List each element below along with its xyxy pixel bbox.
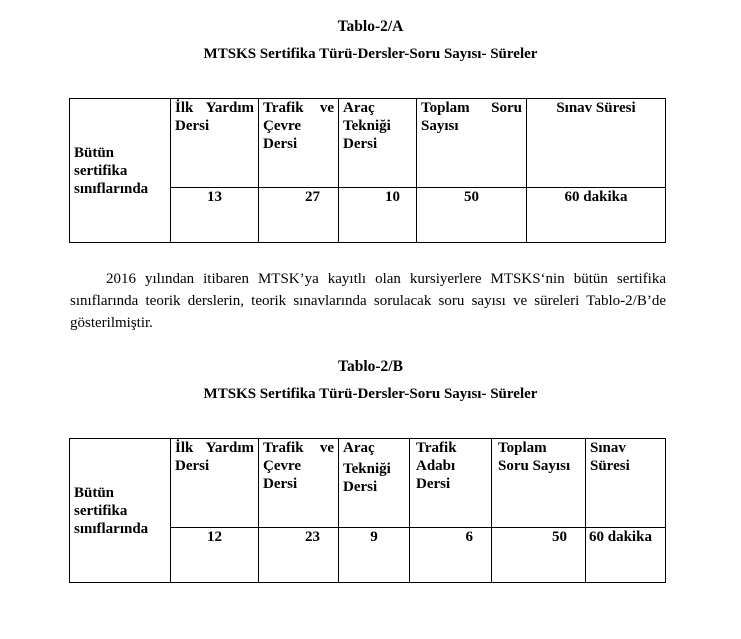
table-b — [69, 438, 666, 583]
table-b-header-ilk-yardim: İlk Yardım Dersi — [171, 439, 259, 528]
table-b-cell: 6 — [410, 528, 492, 583]
table-b-row-header: Bütün sertifika sınıflarında — [70, 439, 171, 583]
explanation-paragraph: 2016 yılından itibaren MTSK’ya kayıtlı olan kursiyerlere MTSKS‘nin bütün sertifika sınıflarında teorik derslerin, teorik sınavlarında sorulacak soru sayısı ve süreleri Tablo-2/B’de gösterilmiştir. — [70, 271, 666, 331]
table-b-title: Tablo-2/B — [338, 358, 403, 375]
table-a-header-ilk-yardim: İlk Yardım Dersi — [171, 99, 259, 188]
table-a-header-toplam: Toplam Soru Sayısı — [417, 99, 527, 188]
table-a-title: Tablo-2/A — [337, 18, 404, 35]
table-a-cell: 10 — [339, 188, 417, 243]
table-b-cell: 9 — [339, 528, 410, 583]
table-a-header-arac-teknigi: Araç Tekniği Dersi — [339, 99, 417, 188]
table-b-header-toplam: Toplam Soru Sayısı — [492, 439, 586, 528]
table-b-cell: 50 — [492, 528, 586, 583]
table-b-cell: 60 dakika — [586, 528, 666, 583]
table-b-cell: 23 — [259, 528, 339, 583]
table-a-subtitle: MTSKS Sertifika Türü-Dersler-Soru Sayısı- Süreler — [203, 46, 538, 62]
table-a — [69, 98, 666, 243]
table-b-subtitle: MTSKS Sertifika Türü-Dersler-Soru Sayısı- Süreler — [203, 386, 538, 402]
table-a-header-sinav: Sınav Süresi — [527, 99, 666, 188]
table-a-cell: 60 dakika — [527, 188, 666, 243]
table-b-header-sinav: Sınav Süresi — [586, 439, 666, 528]
table-a-cell: 50 — [417, 188, 527, 243]
table-b-header-trafik-adabi: Trafik Adabı Dersi — [410, 439, 492, 528]
table-a-header-trafik-cevre: Trafik ve Çevre Dersi — [259, 99, 339, 188]
table-a-cell: 13 — [171, 188, 259, 243]
table-a-cell: 27 — [259, 188, 339, 243]
table-b-cell: 12 — [171, 528, 259, 583]
table-a-row-header: Bütün sertifika sınıflarında — [70, 99, 171, 243]
table-b-header-trafik-cevre: Trafik ve Çevre Dersi — [259, 439, 339, 528]
table-b-header-arac-teknigi: Araç Tekniği Dersi — [339, 439, 410, 528]
